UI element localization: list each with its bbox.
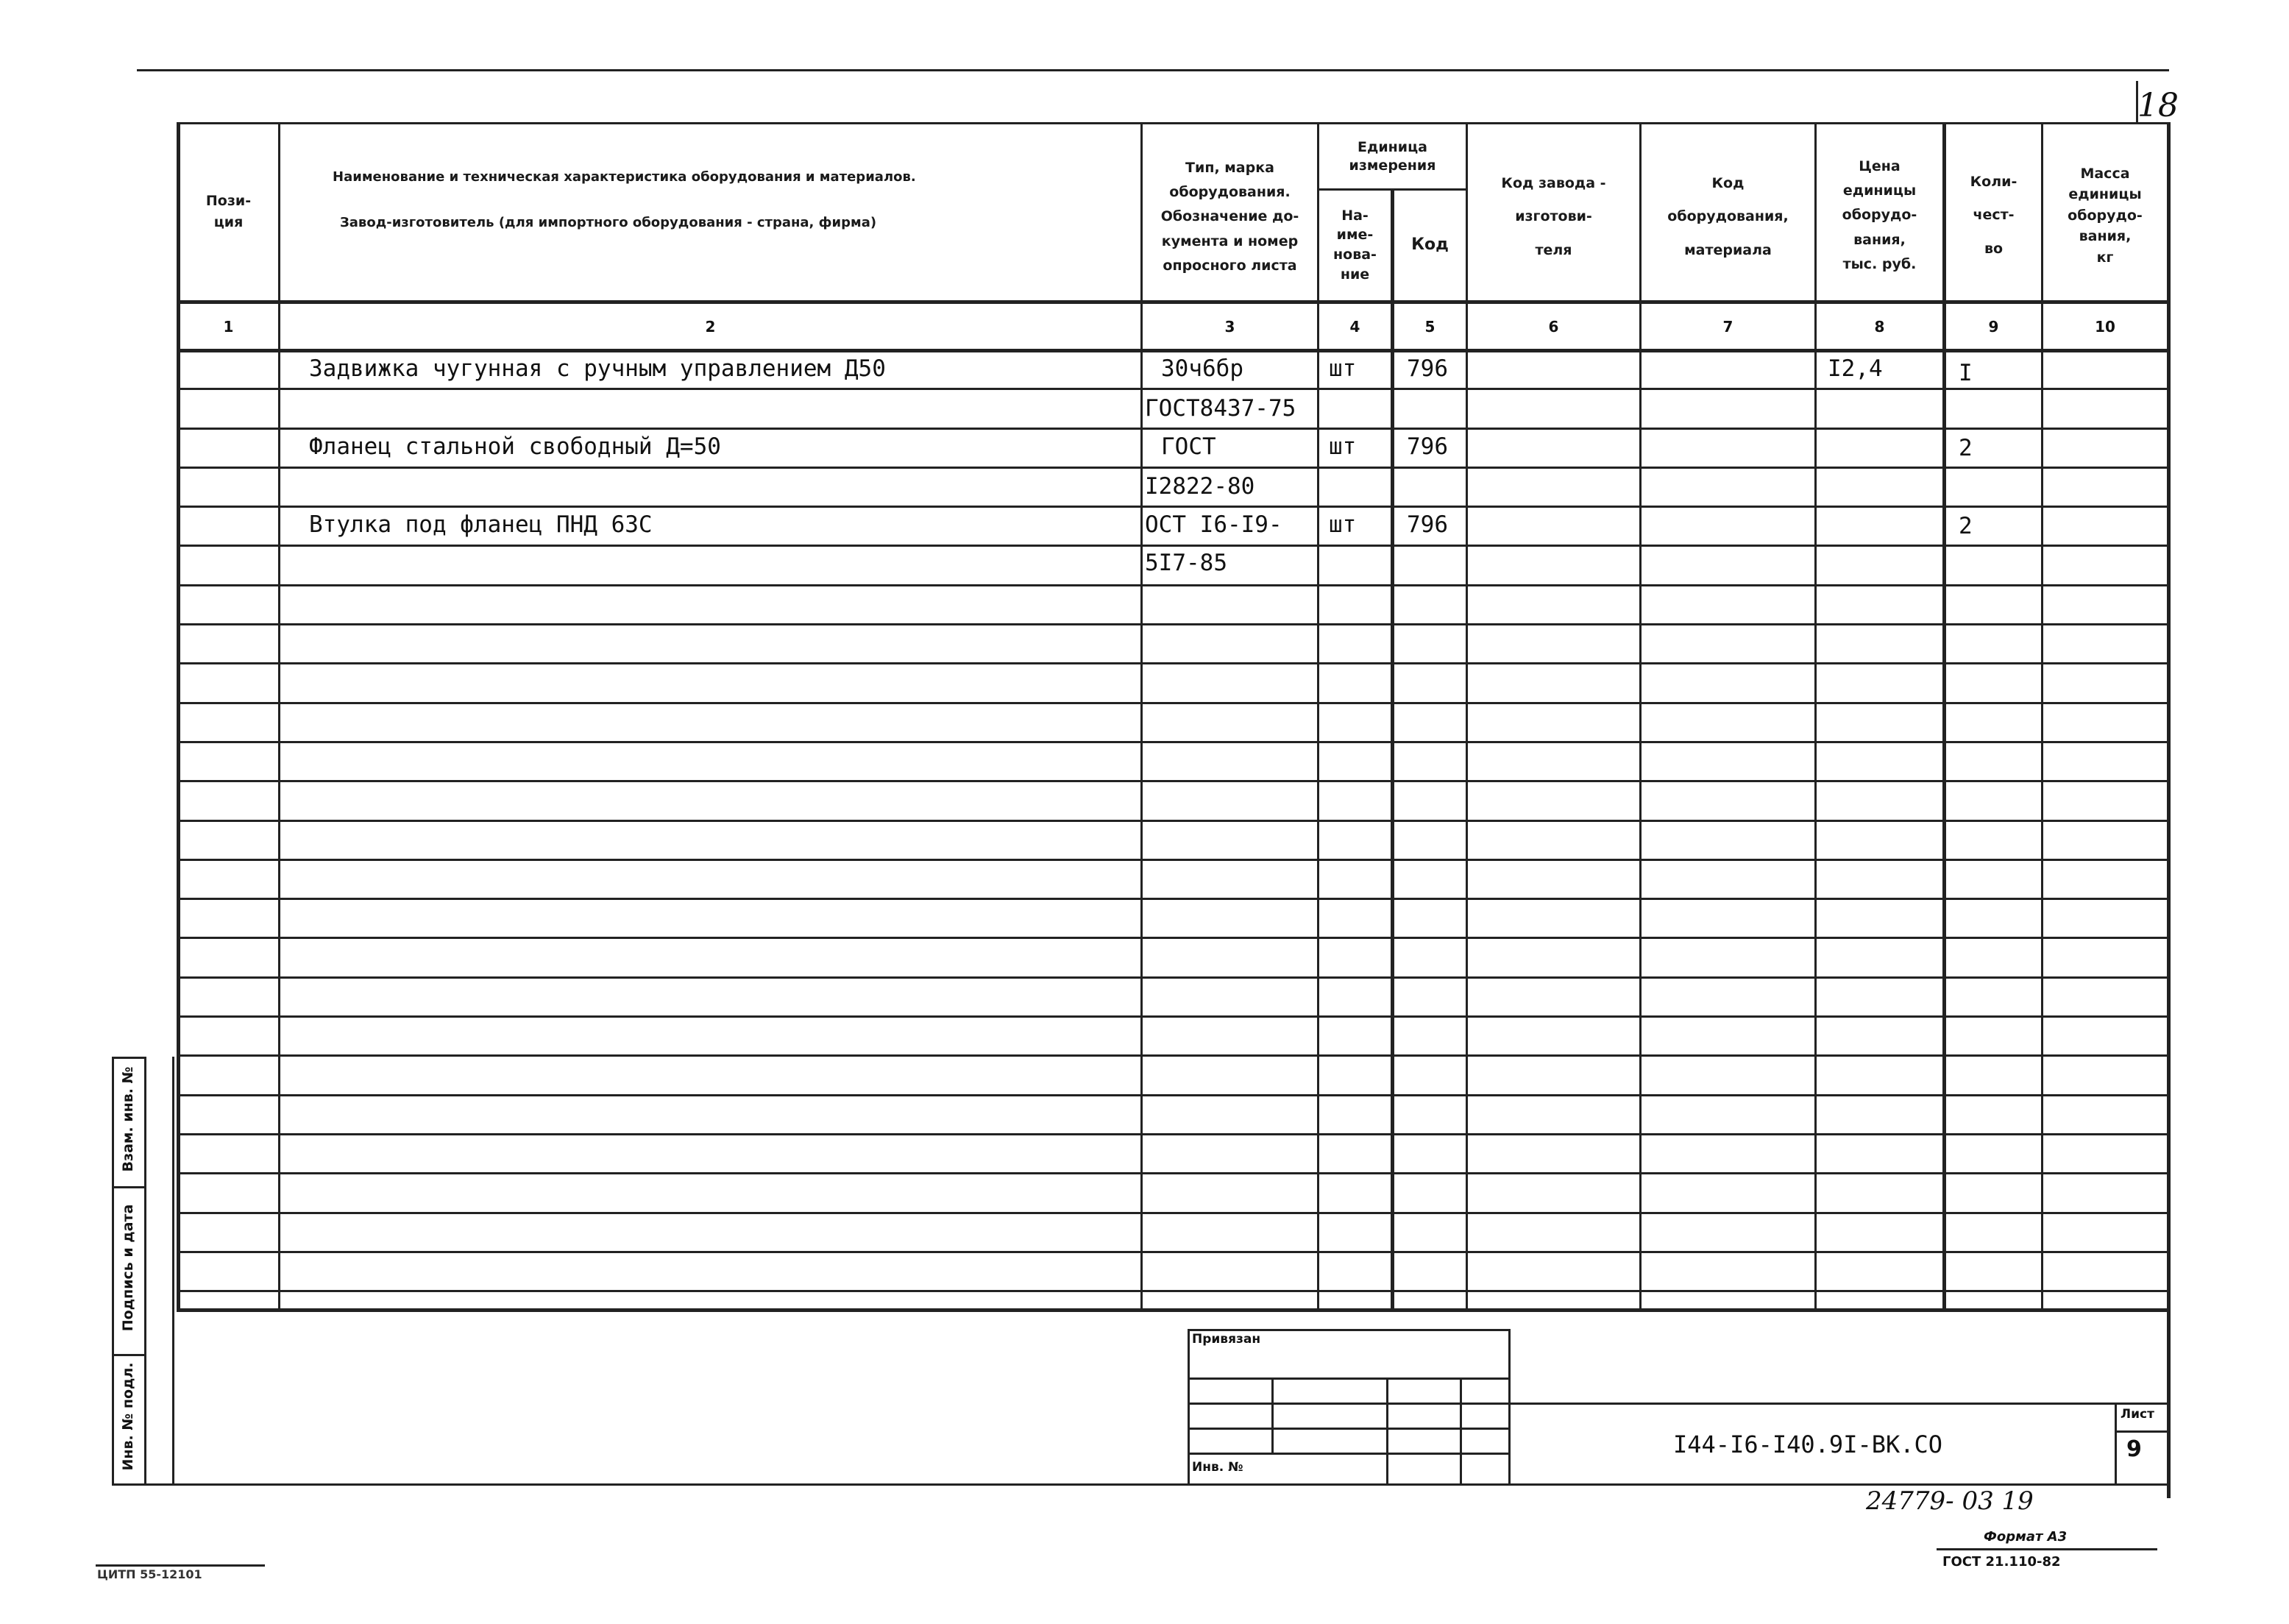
header-equipment-code: Код оборудования, материала (1667, 174, 1789, 258)
header-quantity: Коли- чест- во (1970, 173, 2017, 257)
side-sign-date: Подпись и дата (120, 1204, 136, 1332)
row-3-type: ГОСТ (1161, 433, 1216, 460)
row-4-type: I2822-80 (1145, 473, 1255, 500)
colnum-3: 3 (1224, 317, 1235, 336)
header-price: Цена единицы оборудо- вания, тыс. руб. (1842, 157, 1917, 272)
header-unit-code: Код (1411, 235, 1449, 254)
table-row-line (177, 1172, 2169, 1174)
row-1-qty: I (1959, 360, 1973, 386)
colnum-7: 7 (1722, 317, 1733, 336)
colnum-10: 10 (2095, 317, 2115, 336)
table-row-line (177, 1212, 2169, 1214)
row-1-type: 30ч6бр (1161, 355, 1243, 382)
row-1-unit: шт (1329, 355, 1357, 382)
corner-mark (2136, 81, 2138, 124)
row-3-name: Фланец стальной свободный Д=50 (309, 433, 721, 460)
colnum-1: 1 (223, 317, 234, 336)
sheet-number: 9 (2126, 1436, 2142, 1462)
header-mass: Масса единицы оборудо- вания, кг (2068, 165, 2143, 266)
table-row-line (177, 1094, 2169, 1096)
table-row-line (177, 780, 2169, 782)
sheet-label: Лист (2121, 1407, 2154, 1422)
row-5-qty: 2 (1959, 513, 1973, 539)
footer-rule (1937, 1548, 2157, 1550)
top-rule (137, 69, 2169, 71)
gost-label: ГОСТ 21.110-82 (1942, 1554, 2061, 1570)
side-inv-zam: Взам. инв. № (120, 1066, 136, 1172)
frame-bottom (112, 1483, 2169, 1486)
header-unit-group-title: Единица измерения (1349, 139, 1436, 174)
sheet-corner-number: 18 (2137, 87, 2179, 124)
table-row-line (177, 741, 2169, 743)
table-row-line (177, 1015, 2169, 1018)
table-row-line (177, 937, 2169, 939)
handwritten-number: 24779- 03 19 (1866, 1486, 2034, 1516)
table-row-line (177, 898, 2169, 900)
header-factory-code: Код завода - изготови- теля (1501, 174, 1606, 258)
frame-left (172, 1057, 174, 1483)
colnum-6: 6 (1548, 317, 1559, 336)
header-type: Тип, марка оборудования. Обозначение до- кумента и номер опросного листа (1160, 159, 1299, 274)
left-footer-code: ЦИТП 55-12101 (97, 1567, 202, 1581)
row-5-code: 796 (1407, 511, 1448, 538)
colnum-2: 2 (705, 317, 716, 336)
colnum-9: 9 (1988, 317, 1999, 336)
header-name-line1: Наименование и техническая характеристика оборудования и материалов. (333, 169, 916, 185)
side-inv-podl: Инв. № подл. (120, 1362, 136, 1471)
header-position: Пози- ция (205, 192, 252, 230)
colnum-4: 4 (1349, 317, 1360, 336)
table-row-line (177, 623, 2169, 625)
row-3-qty: 2 (1959, 435, 1973, 461)
row-3-code: 796 (1407, 433, 1448, 460)
table-row-line (177, 702, 2169, 704)
colnum-8: 8 (1874, 317, 1885, 336)
format-label: Формат А3 (1984, 1529, 2068, 1545)
header-name-line2: Завод-изготовитель (для импортного оборудования - страна, фирма) (340, 215, 877, 230)
row-5-unit: шт (1329, 511, 1357, 538)
row-1-price: I2,4 (1828, 355, 1883, 382)
colnum-5: 5 (1424, 317, 1435, 336)
table-row-line (177, 1054, 2169, 1057)
row-5-type: ОСТ I6-I9- (1145, 511, 1282, 538)
table-row-line (177, 859, 2169, 861)
stamp-inv-no: Инв. № (1192, 1460, 1243, 1475)
table-row-line (177, 976, 2169, 979)
row-3-unit: шт (1329, 433, 1357, 460)
table-row-line (177, 1251, 2169, 1253)
stamp-privyazan: Привязан (1192, 1332, 1261, 1347)
table-row-line (177, 1133, 2169, 1135)
table-row-line (177, 662, 2169, 664)
row-5-name: Втулка под фланец ПНД 63С (309, 511, 653, 538)
header-unit-group: На- име- нова- ние (1333, 207, 1377, 283)
table-row-line (177, 820, 2169, 822)
row-1-code: 796 (1407, 355, 1448, 382)
row-2-type: ГОСТ8437-75 (1145, 395, 1296, 422)
table-row-line (177, 1290, 2169, 1292)
row-6-type: 5I7-85 (1145, 550, 1227, 576)
row-1-name: Задвижка чугунная с ручным управлением Д50 (309, 355, 886, 382)
footer-left-rule (96, 1564, 265, 1567)
table-row-line (177, 584, 2169, 586)
document-code: I44-I6-I40.9I-ВК.СО (1673, 1430, 1943, 1458)
